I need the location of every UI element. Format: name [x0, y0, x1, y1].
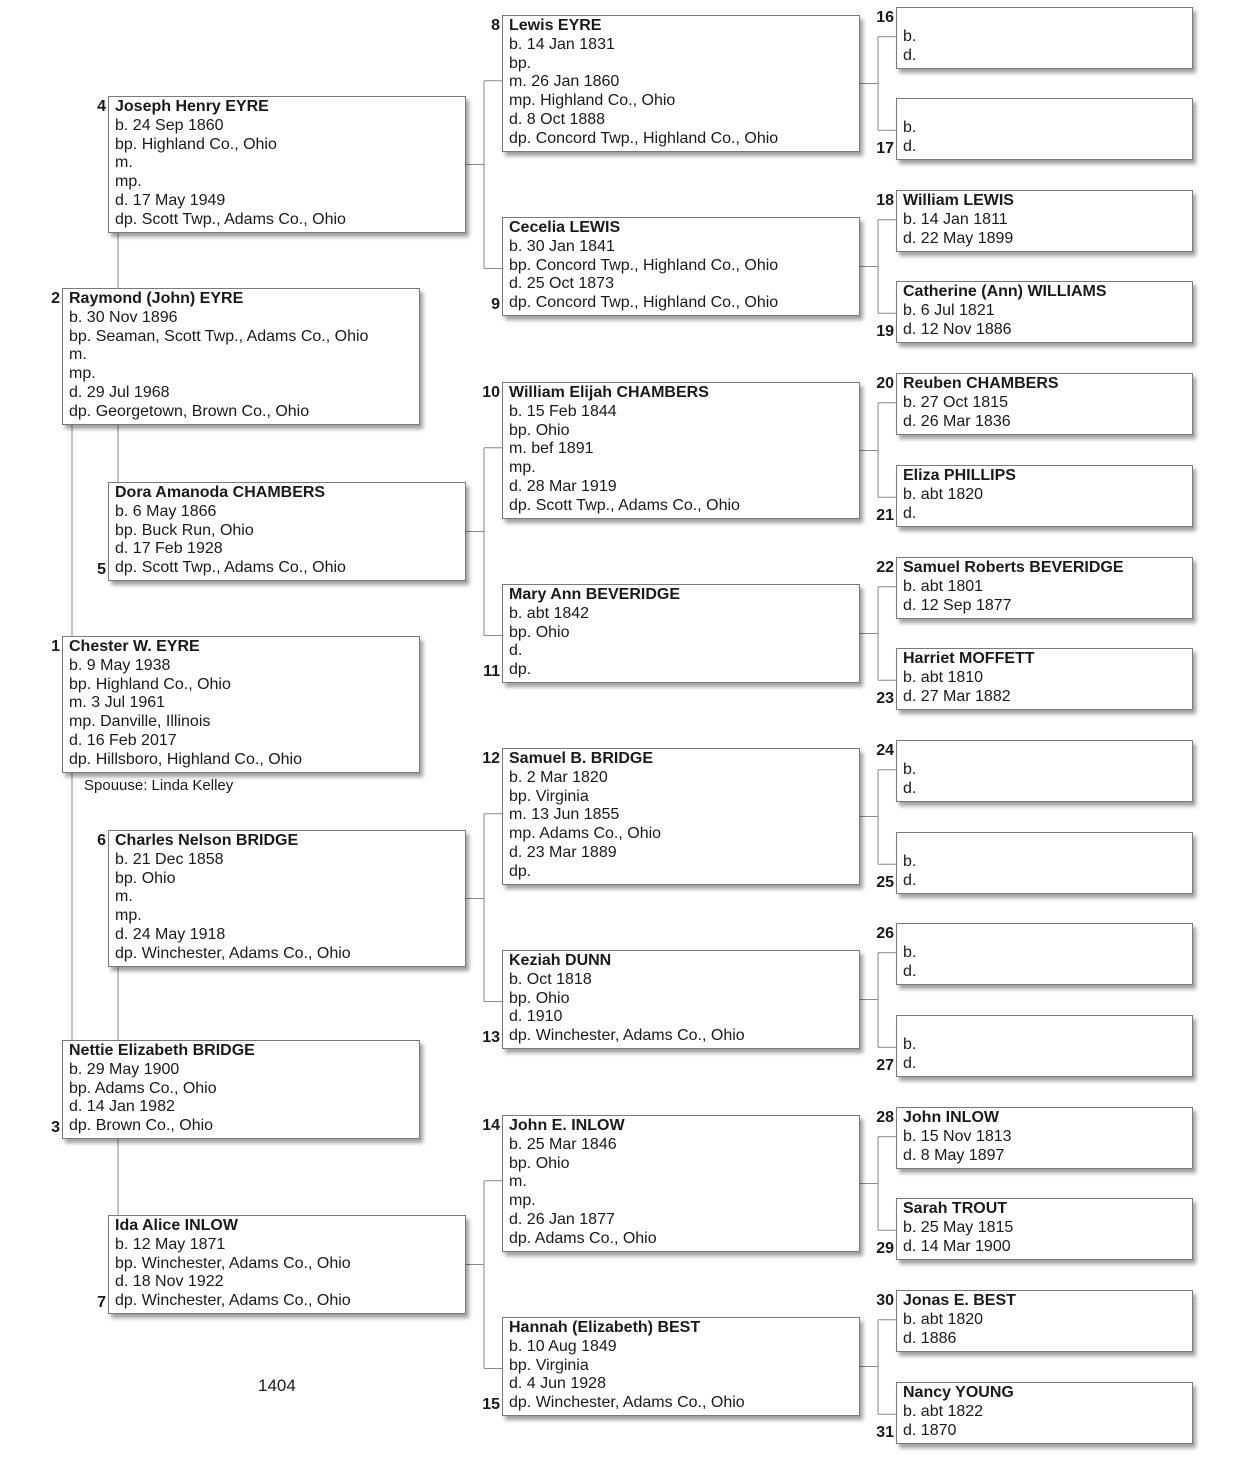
person-box[interactable]	[502, 584, 860, 683]
ahnentafel-number: 12	[482, 750, 500, 767]
person-box[interactable]	[502, 1317, 860, 1416]
person-detail: b. 10 Aug 1849	[509, 1337, 617, 1355]
person-name: Samuel B. BRIDGE	[509, 750, 654, 767]
person-box[interactable]	[896, 98, 1193, 160]
person-box[interactable]	[896, 923, 1193, 985]
person-name: Eliza PHILLIPS	[903, 467, 1016, 484]
person-detail: d.	[903, 963, 917, 981]
person-detail: m.	[115, 888, 133, 906]
person-name: Charles Nelson BRIDGE	[115, 832, 299, 849]
person-detail: b. 12 May 1871	[115, 1235, 226, 1253]
person-name: Nettie Elizabeth BRIDGE	[69, 1042, 255, 1059]
person-name: Samuel Roberts BEVERIDGE	[903, 559, 1124, 576]
spouse-note: Spouuse: Linda Kelley	[84, 777, 234, 794]
person-detail: dp. Winchester, Adams Co., Ohio	[115, 944, 351, 962]
ahnentafel-number: 1	[51, 638, 60, 655]
person-name: Reuben CHAMBERS	[903, 375, 1059, 392]
person-detail: b. 27 Oct 1815	[903, 393, 1008, 411]
person-detail: b. 15 Nov 1813	[903, 1127, 1012, 1145]
ahnentafel-number: 3	[51, 1119, 60, 1136]
person-detail: b. abt 1820	[903, 1310, 984, 1328]
ahnentafel-number: 5	[97, 561, 106, 578]
person-detail: bp. Winchester, Adams Co., Ohio	[115, 1254, 351, 1272]
person-name: William LEWIS	[903, 192, 1014, 209]
person-detail: d. 28 Mar 1919	[509, 477, 617, 495]
person-detail: bp. Adams Co., Ohio	[69, 1079, 217, 1097]
person-detail: bp. Virginia	[509, 1356, 589, 1374]
person-detail: d. 1870	[903, 1421, 957, 1439]
person-detail: b. abt 1842	[509, 604, 590, 622]
person-name: John E. INLOW	[509, 1117, 625, 1134]
person-box[interactable]	[896, 1382, 1193, 1444]
person-detail: b.	[903, 944, 917, 962]
person-detail: dp. Brown Co., Ohio	[69, 1117, 214, 1135]
person-box[interactable]	[896, 373, 1193, 435]
person-detail: d.	[903, 47, 917, 65]
person-detail: bp. Ohio	[509, 1154, 570, 1172]
ahnentafel-number: 29	[876, 1240, 894, 1257]
person-detail: d. 12 Sep 1877	[903, 596, 1012, 614]
person-detail: d. 24 May 1918	[115, 925, 226, 943]
ahnentafel-number: 24	[876, 742, 894, 759]
person-detail: d. 8 May 1897	[903, 1146, 1005, 1164]
person-name: Ida Alice INLOW	[115, 1217, 238, 1234]
person-detail: b. 30 Nov 1896	[69, 308, 178, 326]
ahnentafel-number: 21	[876, 507, 894, 524]
person-box[interactable]	[896, 1290, 1193, 1352]
person-detail: d.	[903, 780, 917, 798]
page-number: 1404	[258, 1376, 296, 1395]
person-detail: bp. Highland Co., Ohio	[115, 135, 277, 153]
person-detail: bp. Ohio	[509, 421, 570, 439]
person-detail: b.	[903, 28, 917, 46]
person-detail: bp. Concord Twp., Highland Co., Ohio	[509, 256, 779, 274]
person-name: Mary Ann BEVERIDGE	[509, 586, 680, 603]
person-detail: b. 25 May 1815	[903, 1218, 1014, 1236]
ahnentafel-number: 26	[876, 925, 894, 942]
ahnentafel-number: 17	[876, 140, 894, 157]
person-detail: b.	[903, 1036, 917, 1054]
person-detail: b. 9 May 1938	[69, 656, 171, 674]
person-box[interactable]	[108, 482, 466, 581]
ahnentafel-number: 9	[491, 296, 500, 313]
person-detail: dp. Winchester, Adams Co., Ohio	[509, 1027, 745, 1045]
person-box[interactable]	[62, 288, 420, 425]
person-detail: m.	[115, 154, 133, 172]
person-name: Jonas E. BEST	[903, 1292, 1016, 1309]
ahnentafel-number: 13	[482, 1029, 500, 1046]
ahnentafel-number: 15	[482, 1396, 500, 1413]
person-name: Catherine (Ann) WILLIAMS	[903, 283, 1107, 300]
person-detail: b. 30 Jan 1841	[509, 237, 615, 255]
person-box[interactable]	[502, 950, 860, 1049]
person-detail: bp. Virginia	[509, 787, 589, 805]
person-detail: d. 1910	[509, 1008, 563, 1026]
person-box[interactable]	[502, 748, 860, 885]
person-detail: b. 6 May 1866	[115, 502, 217, 520]
person-detail: d. 18 Nov 1922	[115, 1273, 224, 1291]
person-detail: b. 14 Jan 1831	[509, 35, 615, 53]
person-detail: d. 12 Nov 1886	[903, 320, 1012, 338]
person-detail: dp. Concord Twp., Highland Co., Ohio	[509, 294, 779, 312]
person-box[interactable]	[502, 15, 860, 152]
person-detail: dp. Adams Co., Ohio	[509, 1229, 657, 1247]
person-detail: d. 25 Oct 1873	[509, 275, 614, 293]
person-box[interactable]	[896, 1107, 1193, 1169]
person-detail: d. 16 Feb 2017	[69, 731, 177, 749]
person-detail: mp.	[115, 173, 142, 191]
ahnentafel-number: 18	[876, 192, 894, 209]
person-detail: d. 22 May 1899	[903, 229, 1014, 247]
person-name: Chester W. EYRE	[69, 638, 200, 655]
person-box[interactable]	[896, 190, 1193, 252]
ahnentafel-number: 6	[97, 832, 106, 849]
person-detail: mp.	[509, 1192, 536, 1210]
person-detail: b.	[903, 761, 917, 779]
person-detail: m.	[509, 1173, 527, 1191]
person-detail: d.	[903, 872, 917, 890]
person-detail: b. 21 Dec 1858	[115, 850, 224, 868]
person-detail: mp. Adams Co., Ohio	[509, 825, 662, 843]
person-detail: bp. Ohio	[509, 989, 570, 1007]
person-detail: d. 17 Feb 1928	[115, 540, 223, 558]
person-box[interactable]	[896, 7, 1193, 69]
person-detail: d.	[903, 138, 917, 156]
person-detail: mp.	[115, 907, 142, 925]
person-name: Joseph Henry EYRE	[115, 98, 269, 115]
person-box[interactable]	[896, 1198, 1193, 1260]
person-detail: d. 14 Jan 1982	[69, 1098, 175, 1116]
person-name: Sarah TROUT	[903, 1200, 1008, 1217]
person-detail: d. 23 Mar 1889	[509, 843, 617, 861]
person-detail: m. 13 Jun 1855	[509, 806, 620, 824]
person-name: Nancy YOUNG	[903, 1384, 1014, 1401]
person-detail: b. 14 Jan 1811	[903, 210, 1008, 228]
person-box[interactable]	[108, 830, 466, 967]
person-detail: bp. Ohio	[115, 869, 176, 887]
person-detail: b. abt 1810	[903, 668, 984, 686]
person-detail: dp. Scott Twp., Adams Co., Ohio	[509, 496, 740, 514]
person-detail: b. abt 1801	[903, 577, 984, 595]
ahnentafel-number: 8	[491, 17, 500, 34]
person-box[interactable]	[896, 740, 1193, 802]
person-detail: d. 26 Mar 1836	[903, 412, 1011, 430]
ahnentafel-number: 10	[482, 384, 500, 401]
person-detail: b. 2 Mar 1820	[509, 768, 608, 786]
person-detail: mp. Danville, Illinois	[69, 713, 211, 731]
person-box[interactable]	[896, 557, 1193, 619]
person-name: Dora Amanoda CHAMBERS	[115, 484, 326, 501]
person-name: Keziah DUNN	[509, 952, 612, 969]
ahnentafel-number: 4	[97, 98, 106, 115]
ahnentafel-number: 7	[97, 1294, 106, 1311]
person-detail: d. 17 May 1949	[115, 191, 226, 209]
person-detail: d. 14 Mar 1900	[903, 1237, 1011, 1255]
person-box[interactable]	[896, 648, 1193, 710]
person-box[interactable]	[502, 382, 860, 519]
person-detail: b. 29 May 1900	[69, 1060, 180, 1078]
person-detail: m. 26 Jan 1860	[509, 73, 620, 91]
ahnentafel-number: 27	[876, 1057, 894, 1074]
person-name: Lewis EYRE	[509, 17, 602, 34]
person-name: Cecelia LEWIS	[509, 219, 621, 236]
ahnentafel-number: 28	[876, 1109, 894, 1126]
person-detail: d.	[903, 504, 917, 522]
person-detail: d. 27 Mar 1882	[903, 687, 1011, 705]
ahnentafel-number: 23	[876, 690, 894, 707]
person-detail: mp.	[69, 365, 96, 383]
person-detail: b. 6 Jul 1821	[903, 301, 995, 319]
person-box[interactable]	[62, 1040, 420, 1139]
person-name: Raymond (John) EYRE	[69, 290, 244, 307]
person-box[interactable]	[896, 1015, 1193, 1077]
person-detail: dp. Scott Twp., Adams Co., Ohio	[115, 210, 346, 228]
ahnentafel-number: 14	[482, 1117, 500, 1134]
person-detail: b. 25 Mar 1846	[509, 1135, 617, 1153]
person-box[interactable]	[502, 1115, 860, 1252]
ahnentafel-number: 31	[876, 1424, 894, 1441]
person-detail: dp. Winchester, Adams Co., Ohio	[509, 1394, 745, 1412]
person-detail: bp. Seaman, Scott Twp., Adams Co., Ohio	[69, 327, 369, 345]
person-detail: m. bef 1891	[509, 440, 594, 458]
person-detail: b. abt 1822	[903, 1402, 984, 1420]
person-detail: dp. Winchester, Adams Co., Ohio	[115, 1292, 351, 1310]
person-box[interactable]	[502, 217, 860, 316]
person-box[interactable]	[108, 1215, 466, 1314]
person-detail: d. 26 Jan 1877	[509, 1210, 615, 1228]
ahnentafel-number: 16	[876, 9, 894, 26]
ahnentafel-number: 20	[876, 375, 894, 392]
person-detail: mp. Highland Co., Ohio	[509, 92, 676, 110]
ahnentafel-number: 22	[876, 559, 894, 576]
person-name: William Elijah CHAMBERS	[509, 384, 709, 401]
person-box[interactable]	[108, 96, 466, 233]
person-detail: b. Oct 1818	[509, 970, 592, 988]
person-name: Harriet MOFFETT	[903, 650, 1035, 667]
person-box[interactable]	[896, 281, 1193, 343]
ahnentafel-number: 2	[51, 290, 60, 307]
person-detail: m.	[69, 346, 87, 364]
person-detail: b.	[903, 853, 917, 871]
person-detail: b. abt 1820	[903, 485, 984, 503]
ahnentafel-number: 19	[876, 323, 894, 340]
person-detail: d.	[509, 642, 523, 660]
person-detail: b.	[903, 119, 917, 137]
person-detail: b. 24 Sep 1860	[115, 116, 224, 134]
person-detail: bp. Ohio	[509, 623, 570, 641]
person-detail: dp.	[509, 661, 532, 679]
person-detail: dp. Georgetown, Brown Co., Ohio	[69, 402, 310, 420]
person-detail: d. 8 Oct 1888	[509, 110, 606, 128]
person-detail: bp.	[509, 54, 532, 72]
person-detail: bp. Buck Run, Ohio	[115, 521, 254, 539]
person-detail: dp. Concord Twp., Highland Co., Ohio	[509, 129, 779, 147]
ahnentafel-number: 11	[483, 663, 500, 680]
person-box[interactable]	[62, 636, 420, 773]
person-detail: b. 15 Feb 1844	[509, 402, 617, 420]
person-detail: d. 29 Jul 1968	[69, 383, 170, 401]
person-detail: d.	[903, 1055, 917, 1073]
person-detail: dp. Scott Twp., Adams Co., Ohio	[115, 559, 346, 577]
person-detail: dp. Hillsboro, Highland Co., Ohio	[69, 750, 303, 768]
person-name: Hannah (Elizabeth) BEST	[509, 1319, 701, 1336]
person-detail: d. 4 Jun 1928	[509, 1375, 606, 1393]
ahnentafel-number: 25	[876, 874, 894, 891]
person-box[interactable]	[896, 832, 1193, 894]
person-detail: mp.	[509, 459, 536, 477]
person-detail: d. 1886	[903, 1329, 957, 1347]
person-box[interactable]	[896, 465, 1193, 527]
person-detail: dp.	[509, 862, 532, 880]
person-detail: m. 3 Jul 1961	[69, 694, 166, 712]
person-detail: bp. Highland Co., Ohio	[69, 675, 231, 693]
person-name: John INLOW	[903, 1109, 999, 1126]
ahnentafel-number: 30	[876, 1292, 894, 1309]
